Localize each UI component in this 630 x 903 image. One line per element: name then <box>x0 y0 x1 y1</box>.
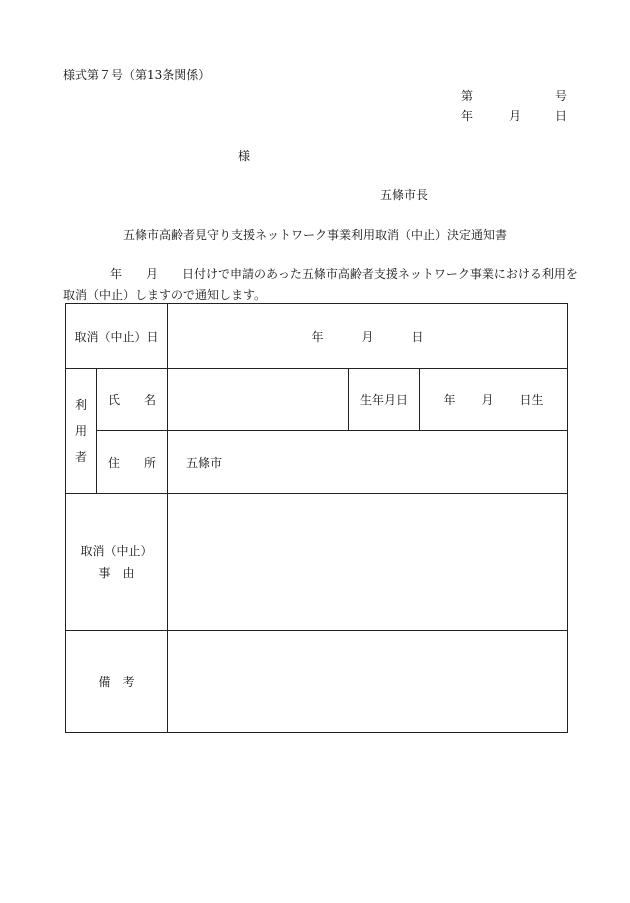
address-label <box>97 431 168 494</box>
cancel-date-label: 取消（中止）日 <box>66 304 168 369</box>
remarks-row <box>66 631 568 733</box>
user-label <box>66 369 97 494</box>
reason-label-char-1: 事 <box>98 566 111 580</box>
user-name-row <box>66 369 568 431</box>
body-month: 月 <box>146 267 159 281</box>
document-title: 五條市高齢者見守り支援ネットワーク事業利用取消（中止）決定通知書 <box>122 228 507 242</box>
address-label-char-2: 所 <box>144 455 157 470</box>
reason-label-char-2: 由 <box>122 566 135 580</box>
name-label <box>97 369 168 431</box>
address-label-char-1: 住 <box>107 455 120 470</box>
number-suffix: 号 <box>554 89 567 103</box>
issue-date-day: 日 <box>554 109 567 123</box>
user-label-char-2: 用 <box>74 424 87 438</box>
issue-date-month: 月 <box>509 109 522 123</box>
reason-label-line-1: 取消（中止） <box>80 544 153 558</box>
remarks-label-char-2: 考 <box>122 675 135 689</box>
cancel-date-day: 日 <box>411 329 424 344</box>
number-prefix: 第 <box>461 89 474 103</box>
issue-date-year: 年 <box>461 109 474 123</box>
reason-value <box>168 494 568 631</box>
dob-label: 生年月日 <box>349 369 420 431</box>
addressee-honorific: 様 <box>238 149 251 163</box>
reason-row <box>66 494 568 631</box>
body-line-2: 取消（中止）しますので通知します。 <box>63 288 267 302</box>
body-year: 年 <box>110 267 123 281</box>
cancel-date-row <box>66 304 568 369</box>
user-address-row <box>66 431 568 494</box>
notice-table <box>65 303 568 733</box>
body-line-1-text: 日付けで申請のあった五條市高齢者支援ネットワーク事業における利用を <box>182 267 578 281</box>
remarks-label <box>66 631 168 733</box>
cancel-date-month: 月 <box>361 329 374 344</box>
dob-value <box>420 369 568 431</box>
name-value <box>168 369 349 431</box>
dob-month: 月 <box>481 393 494 407</box>
name-label-char-1: 氏 <box>107 393 120 407</box>
reason-label <box>66 494 168 631</box>
cancel-date-year: 年 <box>311 329 324 344</box>
address-value: 五條市 <box>168 431 568 494</box>
name-label-char-2: 名 <box>144 393 157 407</box>
cancel-date-value <box>168 304 568 369</box>
sender-name: 五條市長 <box>380 188 429 202</box>
remarks-value <box>168 631 568 733</box>
dob-year: 年 <box>443 393 456 407</box>
user-label-char-1: 利 <box>74 398 87 412</box>
dob-day: 日生 <box>519 393 544 407</box>
body-line-1 <box>110 265 578 282</box>
form-number: 様式第７号（第13条関係） <box>63 68 211 82</box>
user-label-char-3: 者 <box>74 450 87 464</box>
document-number-line <box>461 87 567 104</box>
remarks-label-char-1: 備 <box>98 675 111 689</box>
